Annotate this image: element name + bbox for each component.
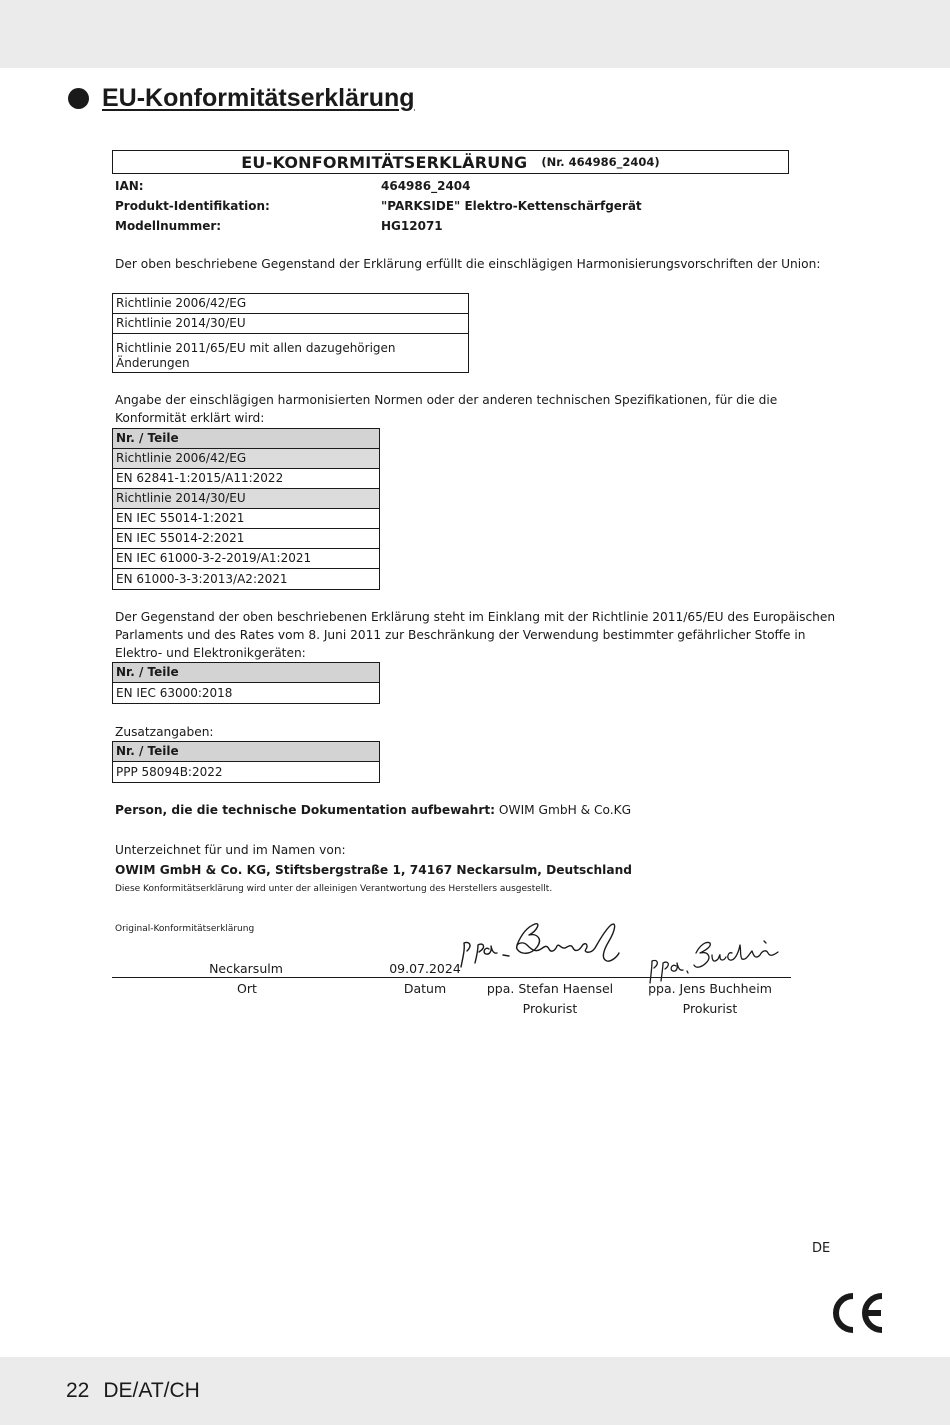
table-row: EN IEC 61000-3-2-2019/A1:2021 — [113, 549, 379, 569]
page-footer — [66, 1379, 214, 1403]
product-label: Produkt-Identifikation: — [115, 199, 270, 213]
directive-row: Richtlinie 2011/65/EU mit allen dazugehörigen Änderungen — [116, 341, 396, 370]
declaration-title: EU-KONFORMITÄTSERKLÄRUNG — [241, 152, 528, 172]
doc-person-line — [115, 801, 631, 819]
date-value: 09.07.2024 — [389, 961, 461, 976]
standards-intro-line-2: Konformität erklärt wird: — [115, 411, 265, 425]
model-label: Modellnummer: — [115, 219, 222, 233]
directives-table — [112, 293, 469, 373]
ce-mark-icon — [829, 1292, 887, 1334]
signer2-name: ppa. Jens Buchheim — [648, 981, 772, 996]
rohs-text-line-1: Der Gegenstand der oben beschriebenen Erklärung steht im Einklang mit der Richtlinie 2011/65/EU des Europäischen — [115, 610, 836, 624]
rohs-text-line-2: Parlaments und des Rates vom 8. Juni 2011 zur Beschränkung der Verwendung bestimmter gefährlicher Stoffe in — [115, 628, 806, 642]
table-header: Nr. / Teile — [113, 429, 379, 449]
table-row: EN IEC 55014-1:2021 — [113, 509, 379, 529]
signer1-role: Prokurist — [522, 1001, 578, 1016]
conformity-statement: Der oben beschriebene Gegenstand der Erklärung erfüllt die einschlägigen Harmonisierungsvorschriften der Union: — [115, 257, 821, 271]
table-header: Nr. / Teile — [113, 663, 379, 683]
table-row: EN 62841-1:2015/A11:2022 — [113, 469, 379, 489]
date-label: Datum — [403, 981, 447, 996]
model-value: HG12071 — [381, 219, 443, 233]
table-row: EN IEC 63000:2018 — [116, 685, 233, 700]
table-row: Richtlinie 2006/42/EG — [113, 449, 379, 469]
place-label: Ort — [237, 981, 257, 996]
footer-countries: DE/AT/CH — [103, 1379, 200, 1402]
signature-haensel — [455, 915, 630, 980]
standards-table — [112, 428, 380, 590]
signed-for: Unterzeichnet für und im Namen von: — [115, 843, 346, 857]
signer2-role: Prokurist — [682, 1001, 738, 1016]
table-row: EN 61000-3-3:2013/A2:2021 — [116, 571, 288, 586]
company-address: OWIM GmbH & Co. KG, Stiftsbergstraße 1, 74167 Neckarsulm, Deutschland — [115, 863, 632, 877]
responsibility-note: Diese Konformitätserklärung wird unter der alleinigen Verantwortung des Herstellers ausgestellt. — [115, 884, 553, 894]
page-title: EU-Konformitätserklärung — [102, 84, 415, 112]
place-value: Neckarsulm — [209, 961, 283, 976]
additional-label: Zusatzangaben: — [115, 725, 214, 739]
directive-row: Richtlinie 2006/42/EG — [113, 294, 468, 314]
table-row: EN IEC 55014-2:2021 — [113, 529, 379, 549]
doc-person-label: Person, die die technische Dokumentation aufbewahrt: — [115, 803, 496, 817]
additional-table — [112, 741, 380, 783]
product-value: "PARKSIDE" Elektro-Kettenschärfgerät — [381, 199, 642, 213]
rohs-table — [112, 662, 380, 704]
language-code: DE — [812, 1241, 831, 1256]
ian-value: 464986_2404 — [381, 179, 471, 193]
page-number: 22 — [66, 1379, 90, 1402]
table-row: PPP 58094B:2022 — [116, 764, 223, 779]
signature-buchheim — [646, 935, 786, 985]
ian-label: IAN: — [115, 179, 144, 193]
original-note: Original-Konformitätserklärung — [115, 924, 255, 934]
directive-row: Richtlinie 2014/30/EU — [113, 314, 468, 334]
table-row: Richtlinie 2014/30/EU — [113, 489, 379, 509]
declaration-number: (Nr. 464986_2404) — [541, 155, 660, 169]
standards-intro-line-1: Angabe der einschlägigen harmonisierten Normen oder der anderen technischen Spezifikationen, für die die — [115, 393, 778, 407]
signer1-name: ppa. Stefan Haensel — [486, 981, 614, 996]
table-header: Nr. / Teile — [113, 742, 379, 762]
doc-person-value: OWIM GmbH & Co.KG — [498, 803, 632, 817]
rohs-text-line-3: Elektro- und Elektronikgeräten: — [115, 646, 306, 660]
